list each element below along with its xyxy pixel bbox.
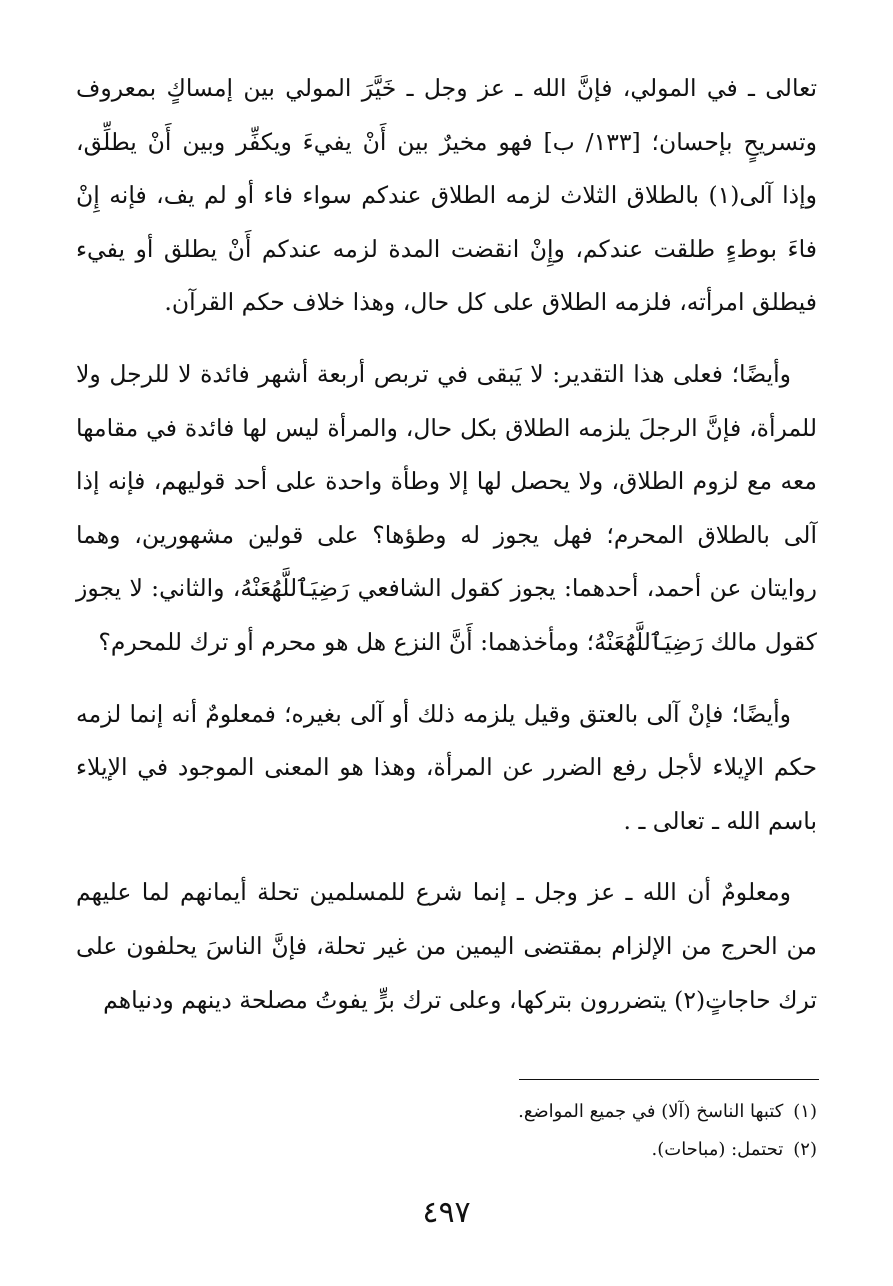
footnote-number: (١) [793,1101,817,1122]
paragraph-4: ومعلومٌ أن الله ـ عز وجل ـ إنما شرع للمسلمين تحلة أيمانهم لما عليهم من الحرج من الإلزام بمقتضى اليمين من غير تحلة، فإنَّ الناسَ يحلفون على ترك حاجاتٍ(٢) يتضررون بتركها، وعلى ترك برٍّ يفوتُ مصلحة دينهم ودنياهم [76,878,817,1014]
paragraph-3: وأيضًا؛ فإنْ آلى بالعتق وقيل يلزمه ذلك أو آلى بغيره؛ فمعلومٌ أنه إنما لزمه حكم الإيلاء لأجل رفع الضرر عن المرأة، وهذا هو المعنى الموجود في الإيلاء باسم الله ـ تعالى ـ . [76,699,817,835]
footnote-1 [76,1093,817,1131]
paragraph-2: وأيضًا؛ فعلى هذا التقدير: لا يَبقى في تربص أربعة أشهر فائدة لا للرجل ولا للمرأة، فإنَّ الرجلَ يلزمه الطلاق بكل حال، والمرأة ليس لها فائدة في مقامها معه مع لزوم الطلاق، ولا يحصل لها إلا وطأة واحدة على أحد قوليهم، فإنه إذا آلى بالطلاق المحرم؛ فهل يجوز له وطؤها؟ على قولين مشهورين، وهما روايتان عن أحمد، أحدهما: يجوز كقول الشافعي رَضِيَٱللَّهُعَنْهُ، والثاني: لا يجوز كقول مالك رَضِيَٱللَّهُعَنْهُ؛ ومأخذهما: أَنَّ النزع هل هو محرم أو ترك للمحرم؟ [76,359,817,656]
footnotes [76,1093,817,1169]
footnote-text: تحتمل: (مباحات). [651,1139,784,1160]
footnote-text: كتبها الناسخ (آلا) في جميع المواضع. [518,1101,784,1122]
paragraph-1: تعالى ـ في المولي، فإنَّ الله ـ عز وجل ـ خَيَّرَ المولي بين إمساكٍ بمعروف وتسريحٍ بإحسان؛ [١٣٣/ ب] فهو مخيرٌ بين أَنْ يفيءَ ويكفِّر وبين أَنْ يطلِّق، وإذا آلى(١) بالطلاق الثلاث لزمه الطلاق عندكم سواء فاء أو لم يف، فإنه إِنْ فاءَ بوطءٍ طلقت عندكم، وإِنْ انقضت المدة لزمه عندكم أَنْ يطلق أو يفيء فيطلق امرأته، فلزمه الطلاق على كل حال، وهذا خلاف حكم القرآن. [76,74,817,317]
page-body [76,62,817,1027]
page-number: ٤٩٧ [422,1195,471,1230]
footnote-number: (٢) [793,1139,817,1160]
footnote-2 [76,1131,817,1169]
footnote-divider [519,1079,819,1080]
